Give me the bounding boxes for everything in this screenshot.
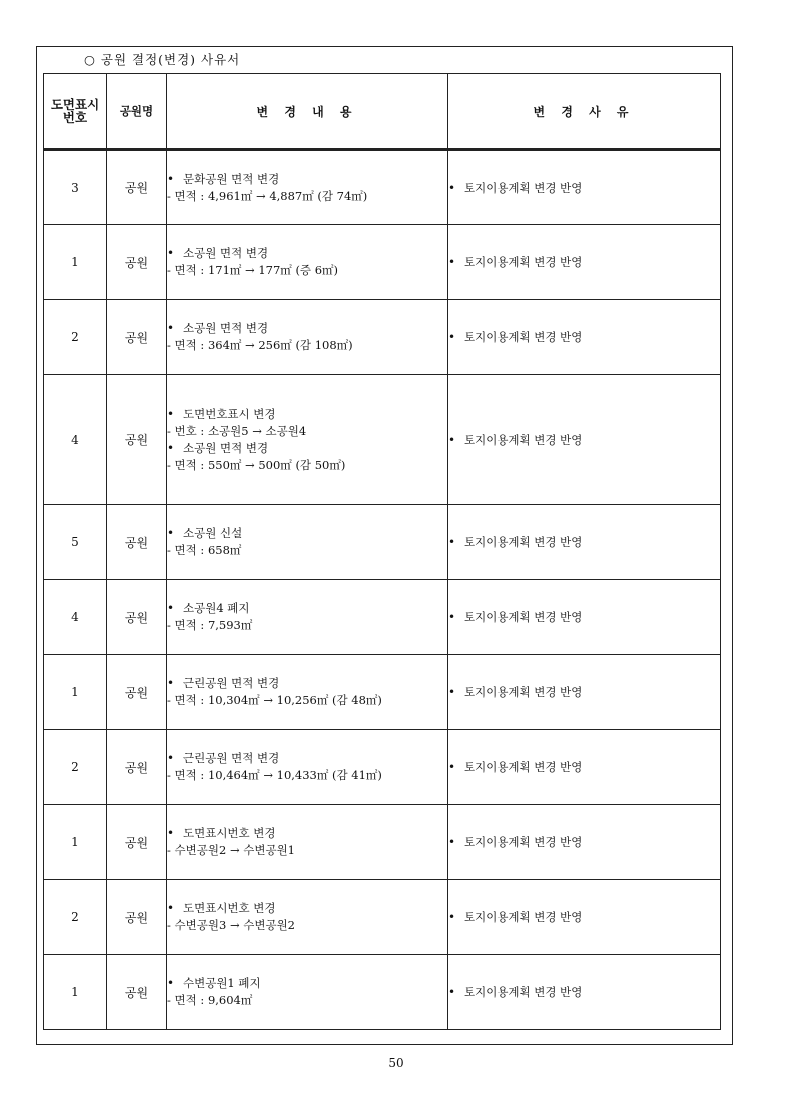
content-detail-line: - 면적 : 9,604㎡ <box>167 993 253 1007</box>
content-detail-line: - 면적 : 10,464㎡ → 10,433㎡ (감 41㎡) <box>167 768 382 782</box>
header-map-number <box>44 74 107 150</box>
bullet-icon: • <box>167 321 175 335</box>
cell-map-number: 4 <box>44 375 107 505</box>
content-detail-line: - 면적 : 658㎡ <box>167 543 242 557</box>
content-detail-line: - 수변공원2 → 수변공원1 <box>167 843 295 857</box>
cell-change-reason <box>448 300 721 375</box>
content-detail-line: - 면적 : 10,304㎡ → 10,256㎡ (감 48㎡) <box>167 693 382 707</box>
content-detail-line: - 면적 : 364㎡ → 256㎡ (감 108㎡) <box>167 338 353 352</box>
cell-change-content <box>167 225 448 300</box>
content-bullet-text: 근린공원 면적 변경 <box>183 751 280 765</box>
content-bullet-text: 도면표시번호 변경 <box>183 901 276 915</box>
reason-text: 토지이용계획 변경 반영 <box>464 432 583 447</box>
cell-park-name: 공원 <box>107 580 167 655</box>
cell-park-name: 공원 <box>107 955 167 1030</box>
content-bullet-text: 소공원 면적 변경 <box>183 440 269 455</box>
reason-text: 토지이용계획 변경 반영 <box>464 835 583 849</box>
cell-change-reason <box>448 730 721 805</box>
content-bullet-text: 문화공원 면적 변경 <box>183 171 280 186</box>
header-change-content: 변 경 내 용 <box>167 74 448 150</box>
table-row <box>44 300 721 375</box>
bullet-icon: • <box>167 246 175 260</box>
bullet-icon: • <box>448 610 456 624</box>
cell-map-number: 1 <box>44 955 107 1030</box>
table-caption: ○ 공원 결정(변경) 사유서 <box>84 52 241 67</box>
content-bullet-line <box>167 245 447 262</box>
cell-map-number: 1 <box>44 225 107 300</box>
content-bullet-text: 소공원4 폐지 <box>183 601 250 615</box>
reason-text: 토지이용계획 변경 반영 <box>464 330 583 344</box>
cell-change-content <box>167 505 448 580</box>
content-bullet-text: 도면번호표시 변경 <box>183 406 276 421</box>
content-detail-line: - 면적 : 171㎡ → 177㎡ (증 6㎡) <box>167 263 339 277</box>
cell-change-reason <box>448 880 721 955</box>
content-bullet-text: 수변공원1 폐지 <box>183 976 261 990</box>
park-change-reasons-table <box>43 73 721 1030</box>
bullet-icon: • <box>167 526 175 540</box>
content-detail-line: - 면적 : 550㎡ → 500㎡ (감 50㎡) <box>167 457 346 472</box>
content-bullet-line <box>167 750 447 767</box>
content-detail-line: - 면적 : 4,961㎡ → 4,887㎡ (감 74㎡) <box>167 188 368 203</box>
header-park-name: 공원명 <box>107 74 167 150</box>
reason-text: 토지이용계획 변경 반영 <box>464 180 583 195</box>
cell-change-reason <box>448 655 721 730</box>
bullet-icon: • <box>167 406 175 421</box>
bullet-icon: • <box>448 985 456 999</box>
bullet-icon: • <box>167 601 175 615</box>
bullet-icon: • <box>167 826 175 840</box>
cell-map-number: 1 <box>44 655 107 730</box>
table-row <box>44 375 721 505</box>
reason-text: 토지이용계획 변경 반영 <box>464 610 583 624</box>
bullet-icon: • <box>448 330 456 344</box>
bullet-icon: • <box>167 901 175 915</box>
header-change-reason: 변 경 사 유 <box>448 74 721 150</box>
cell-park-name: 공원 <box>107 300 167 375</box>
cell-change-content <box>167 730 448 805</box>
reason-text: 토지이용계획 변경 반영 <box>464 910 583 924</box>
bullet-icon: • <box>448 760 456 774</box>
content-bullet-line <box>167 406 447 423</box>
cell-change-content <box>167 150 448 225</box>
reason-text: 토지이용계획 변경 반영 <box>464 535 583 549</box>
bullet-icon: • <box>167 676 175 690</box>
cell-change-reason <box>448 580 721 655</box>
cell-change-content <box>167 300 448 375</box>
cell-map-number: 1 <box>44 805 107 880</box>
cell-change-reason <box>448 375 721 505</box>
table-row <box>44 730 721 805</box>
content-bullet-line <box>167 320 447 337</box>
content-detail-line: - 면적 : 7,593㎡ <box>167 618 253 632</box>
cell-park-name: 공원 <box>107 150 167 225</box>
content-bullet-text: 소공원 신설 <box>183 526 243 540</box>
content-detail-line: - 번호 : 소공원5 → 소공원4 <box>167 423 307 438</box>
bullet-icon: • <box>167 751 175 765</box>
cell-change-content <box>167 580 448 655</box>
content-detail-line: - 수변공원3 → 수변공원2 <box>167 918 295 932</box>
table-row <box>44 580 721 655</box>
page-number: 50 <box>388 1056 404 1070</box>
table-row <box>44 655 721 730</box>
content-bullet-line <box>167 975 447 992</box>
cell-park-name: 공원 <box>107 505 167 580</box>
reason-text: 토지이용계획 변경 반영 <box>464 760 583 774</box>
cell-park-name: 공원 <box>107 655 167 730</box>
cell-change-content <box>167 375 448 505</box>
bullet-icon: • <box>448 255 456 269</box>
cell-park-name: 공원 <box>107 375 167 505</box>
reason-text: 토지이용계획 변경 반영 <box>464 255 583 269</box>
table-row <box>44 880 721 955</box>
content-bullet-text: 소공원 면적 변경 <box>183 321 269 335</box>
cell-change-reason <box>448 805 721 880</box>
bullet-icon: • <box>448 835 456 849</box>
bullet-icon: • <box>167 440 175 455</box>
content-bullet-line <box>167 600 447 617</box>
cell-change-content <box>167 880 448 955</box>
cell-change-reason <box>448 955 721 1030</box>
table-row <box>44 505 721 580</box>
cell-park-name: 공원 <box>107 225 167 300</box>
header-row <box>44 74 721 150</box>
cell-change-reason <box>448 225 721 300</box>
reason-text: 토지이용계획 변경 반영 <box>464 685 583 699</box>
cell-map-number: 4 <box>44 580 107 655</box>
content-bullet-line <box>167 171 447 188</box>
bullet-icon: • <box>448 685 456 699</box>
table-row <box>44 805 721 880</box>
cell-map-number: 2 <box>44 730 107 805</box>
cell-park-name: 공원 <box>107 730 167 805</box>
content-bullet-line <box>167 440 447 457</box>
table-row <box>44 955 721 1030</box>
cell-map-number: 5 <box>44 505 107 580</box>
bullet-icon: • <box>448 910 456 924</box>
content-bullet-text: 도면표시번호 변경 <box>183 826 276 840</box>
cell-map-number: 2 <box>44 300 107 375</box>
header-map-number-line1: 도면표시 <box>50 97 100 112</box>
content-bullet-line <box>167 825 447 842</box>
cell-park-name: 공원 <box>107 805 167 880</box>
content-bullet-text: 소공원 면적 변경 <box>183 246 269 260</box>
cell-change-reason <box>448 150 721 225</box>
cell-change-content <box>167 955 448 1030</box>
bullet-icon: • <box>448 535 456 549</box>
cell-change-content <box>167 655 448 730</box>
content-bullet-line <box>167 675 447 692</box>
reason-text: 토지이용계획 변경 반영 <box>464 985 583 999</box>
header-map-number-line2: 번호 <box>62 110 88 125</box>
cell-map-number: 3 <box>44 150 107 225</box>
table-row <box>44 150 721 225</box>
table-row <box>44 225 721 300</box>
bullet-icon: • <box>448 180 456 195</box>
cell-park-name: 공원 <box>107 880 167 955</box>
cell-map-number: 2 <box>44 880 107 955</box>
content-bullet-line <box>167 525 447 542</box>
content-bullet-line <box>167 900 447 917</box>
bullet-icon: • <box>448 432 456 447</box>
content-bullet-text: 근린공원 면적 변경 <box>183 676 280 690</box>
bullet-icon: • <box>167 976 175 990</box>
cell-change-reason <box>448 505 721 580</box>
cell-change-content <box>167 805 448 880</box>
bullet-icon: • <box>167 171 175 186</box>
